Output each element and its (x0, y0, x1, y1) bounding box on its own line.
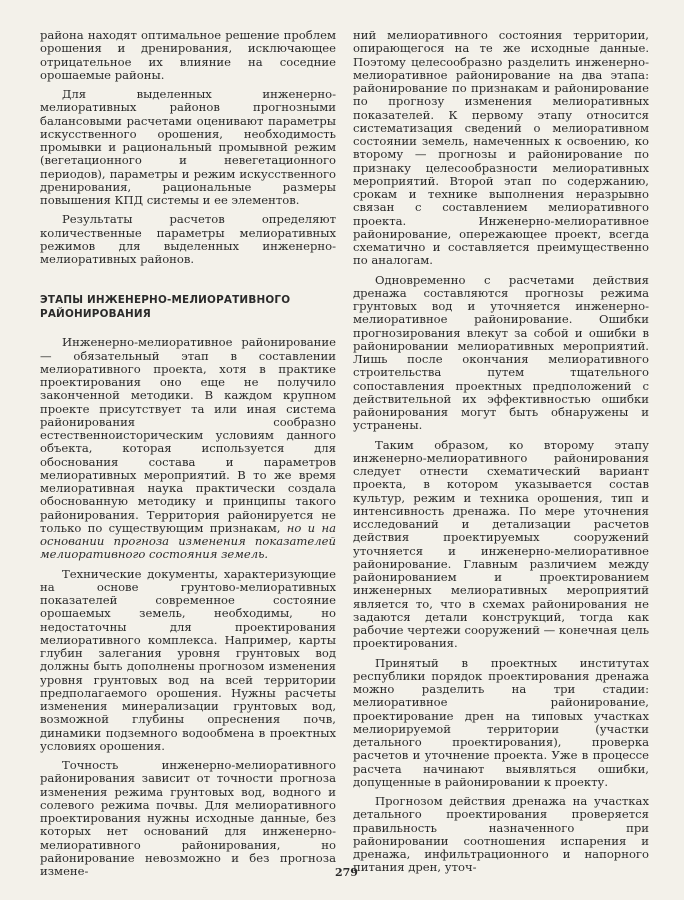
section-heading: ЭТАПЫ ИНЖЕНЕРНО-МЕЛИОРАТИВНОГО РАЙОНИРОВАНИЯ (40, 294, 291, 320)
right-column (353, 29, 649, 881)
paragraph-text: Инженерно-мелиоративное районирование — обязательный этап в составлении мелиоративного проекта, хотя в практике проектирования оно еще не получило законченной методики. В каждом крупном проекте присутствует та или иная система районирования сообразно естественноисторическим условиям данного объекта, которая используется для обоснования состава и параметров мелиоративных мероприятий. В то же время мелиоративная наука практически создала обоснованную методику и принципы такого районирования. Территория районируется не только по существующим признакам, (40, 335, 336, 535)
paragraph (40, 336, 336, 561)
paragraph: Технические документы, характеризующие на основе грунтово-мелиоративных показателей современное состояние орошаемых земель, необходимы, но недостаточны для проектирования мелиоративного комплекса. Например, карты глубин залегания уровня грунтовых вод должны быть дополнены прогнозом изменения уровня грунтовых вод на всей территории предполагаемого орошения. Нужны расчеты изменения минерализации грунтовых вод, возможной глубины опреснения почв, динамики подземного водообмена в проектных условиях орошения. (40, 566, 336, 753)
paragraph: Результаты расчетов определяют количественные параметры мелиоративных режимов для выделенных инженерно-мелиоративных районов. (40, 212, 336, 266)
paragraph: Точность инженерно-мелиоративного районирования зависит от точности прогноза изменения режима грунтовых вод, водного и солевого режима почвы. Для мелиоративного проектирования нужны исходные данные, без которых нет оснований для инженерно-мелиоративного районирования, но районирование невозможно и без прогноза измене- (40, 758, 336, 878)
paragraph: Для выделенных инженерно-мелиоративных районов прогнозными балансовыми расчетами оценивают параметры искусственного орошения, необходимость промывки и рациональный промывной режим (вегетационного и невегетационного периодов), параметры и режим искусственного дренирования, рациональные размеры повышения КПД системы и ее элементов. (40, 87, 336, 207)
paragraph: Прогнозом действия дренажа на участках детального проектирования проверяется правильность назначенного при районировании соотношения испарения и дренажа, инфильтрационного и напорного питания дрен, уточ- (353, 794, 649, 875)
paragraph: Таким образом, ко второму этапу инженерно-мелиоративного районирования следует отнести схематический вариант проекта, в котором указывается состав культур, режим и техника орошения, тип и интенсивность дренажа. По мере уточнения исследований и детализации расчетов действия проектируемых сооружений уточняется и инженерно-мелиоративное районирование. Главным различием между районированием и проектированием инженерных мелиоративных мероприятий является то, что в схемах районирования не задаются детали конструкций, тогда как рабочие чертежи сооружений — конечная цель проектирования. (353, 437, 650, 651)
paragraph: Одновременно с расчетами действия дренажа составляются прогнозы режима грунтовых вод и уточняется инженерно-мелиоративное районирование. Ошибки прогнозирования влекут за собой и ошибки в районировании мелиоративных мероприятий. Лишь после окончания мелиоративного строительства путем тщательного сопоставления проектных предположений с действительной их эффективностью ошибки районирования могут быть обнаружены и устранены. (353, 272, 649, 433)
paragraph: Принятый в проектных институтах республики порядок проектирования дренажа можно разделить на три стадии: мелиоративное районирование, проектирование дрен на типовых участках мелиорируемой территории (участки детального проектирования), проверка расчетов и уточнение проекта. Уже в процессе расчета начинают выявляться ошибки, допущенные в районировании к проекту. (353, 655, 649, 789)
paragraph: ний мелиоративного состояния территории, опирающегося на те же исходные данные. Поэтому целесообразно разделить инженерно-мелиоративное районирование на два этапа: районирование по признакам и районирование по прогнозу изменения мелиоративных показателей. К первому этапу относится систематизация сведений о мелиоративном состоянии земель, намеченных к освоению, ко второму — прогнозы и районирование по признаку целесообразности мелиоративных мероприятий. Второй этап по содержанию, срокам и технике выполнения неразрывно связан с составлением мелиоративного проекта. Инженерно-мелиоративное районирование, опережающее проект, всегда схематично и составляется преимущественно по аналогам. (353, 28, 649, 268)
paragraph: района находят оптимальное решение проблем орошения и дренирования, исключающее отрицательное их влияние на соседние орошаемые районы. (40, 28, 336, 82)
emphasized-text: но и на основании прогноза изменения показателей мелиоративного состояния земель. (40, 520, 337, 562)
page-number: 279 (335, 866, 358, 879)
left-column (40, 29, 336, 884)
